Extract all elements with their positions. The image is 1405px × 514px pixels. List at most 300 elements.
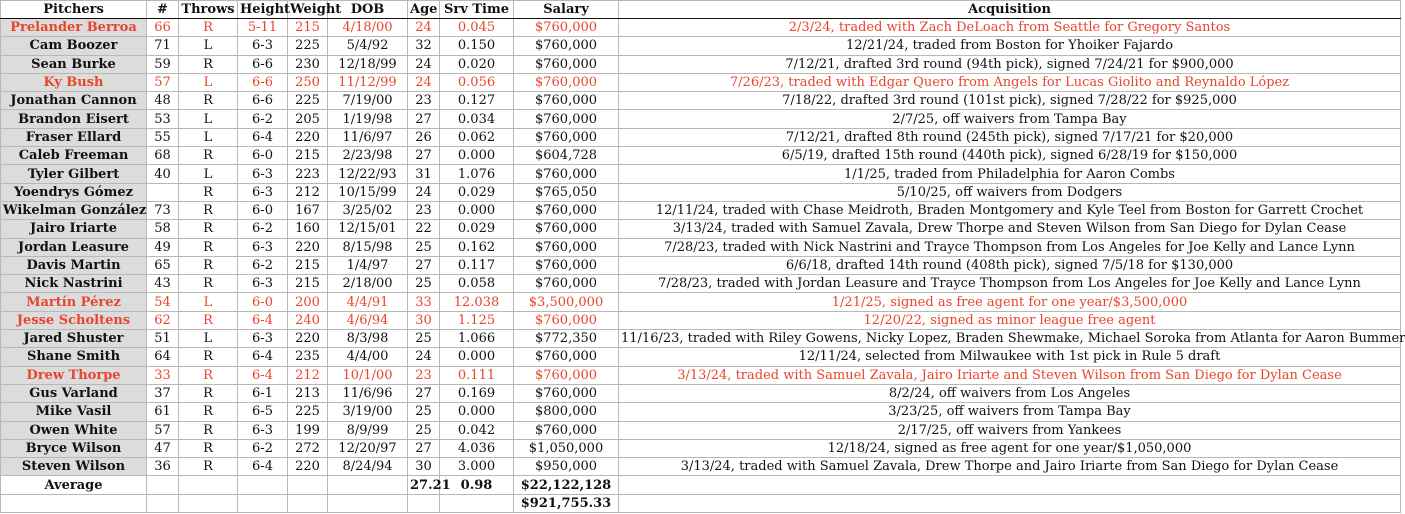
weight: 167 — [288, 201, 328, 219]
table-row — [1, 458, 1401, 476]
weight: 215 — [288, 19, 328, 37]
average-cell — [288, 476, 328, 494]
height: 6-2 — [238, 110, 288, 128]
height: 6-4 — [238, 311, 288, 329]
age: 24 — [408, 183, 440, 201]
age: 23 — [408, 92, 440, 110]
jersey-number — [147, 183, 179, 201]
throws: R — [179, 92, 238, 110]
jersey-number: 57 — [147, 421, 179, 439]
table-row — [1, 348, 1401, 366]
header-weight: Weight — [288, 1, 328, 19]
dob: 4/18/00 — [328, 19, 408, 37]
weight: 199 — [288, 421, 328, 439]
acquisition: 7/26/23, traded with Edgar Quero from Angels for Lucas Giolito and Reynaldo López — [619, 73, 1401, 91]
salary: $760,000 — [514, 348, 619, 366]
empty-cell — [328, 494, 408, 512]
jersey-number: 73 — [147, 201, 179, 219]
srv-time: 0.000 — [440, 403, 514, 421]
weight: 212 — [288, 183, 328, 201]
dob: 11/12/99 — [328, 73, 408, 91]
dob: 7/19/00 — [328, 92, 408, 110]
average-cell — [147, 476, 179, 494]
weight: 212 — [288, 366, 328, 384]
pitcher-name: Martín Pérez — [1, 293, 147, 311]
age: 23 — [408, 201, 440, 219]
weight: 200 — [288, 293, 328, 311]
srv-time: 0.000 — [440, 147, 514, 165]
acquisition: 12/11/24, selected from Milwaukee with 1st pick in Rule 5 draft — [619, 348, 1401, 366]
pitcher-name: Bryce Wilson — [1, 439, 147, 457]
empty-cell — [288, 494, 328, 512]
weight: 250 — [288, 73, 328, 91]
pitcher-name: Fraser Ellard — [1, 128, 147, 146]
salary: $800,000 — [514, 403, 619, 421]
acquisition: 7/12/21, drafted 3rd round (94th pick), signed 7/24/21 for $900,000 — [619, 55, 1401, 73]
throws: R — [179, 201, 238, 219]
age: 30 — [408, 311, 440, 329]
jersey-number: 62 — [147, 311, 179, 329]
salary: $760,000 — [514, 311, 619, 329]
weight: 220 — [288, 330, 328, 348]
age: 24 — [408, 19, 440, 37]
weight: 230 — [288, 55, 328, 73]
throws: L — [179, 73, 238, 91]
throws: R — [179, 275, 238, 293]
dob: 3/25/02 — [328, 201, 408, 219]
acquisition: 3/23/25, off waivers from Tampa Bay — [619, 403, 1401, 421]
height: 6-6 — [238, 92, 288, 110]
jersey-number: 66 — [147, 19, 179, 37]
table-row — [1, 330, 1401, 348]
weight: 272 — [288, 439, 328, 457]
weight: 225 — [288, 37, 328, 55]
acquisition: 6/5/19, drafted 15th round (440th pick), signed 6/28/19 for $150,000 — [619, 147, 1401, 165]
acquisition: 1/1/25, traded from Philadelphia for Aaron Combs — [619, 165, 1401, 183]
dob: 8/15/98 — [328, 238, 408, 256]
jersey-number: 57 — [147, 73, 179, 91]
throws: L — [179, 165, 238, 183]
weight: 213 — [288, 384, 328, 402]
salary: $3,500,000 — [514, 293, 619, 311]
average-cell — [328, 476, 408, 494]
dob: 4/4/00 — [328, 348, 408, 366]
dob: 11/6/97 — [328, 128, 408, 146]
throws: R — [179, 256, 238, 274]
salary: $760,000 — [514, 275, 619, 293]
pitcher-name: Wikelman González — [1, 201, 147, 219]
throws: R — [179, 147, 238, 165]
header-salary: Salary — [514, 1, 619, 19]
weight: 240 — [288, 311, 328, 329]
table-row — [1, 238, 1401, 256]
pitcher-name: Davis Martin — [1, 256, 147, 274]
pitcher-name: Jared Shuster — [1, 330, 147, 348]
throws: R — [179, 238, 238, 256]
header-srv-time: Srv Time — [440, 1, 514, 19]
age: 27 — [408, 147, 440, 165]
srv-time: 12.038 — [440, 293, 514, 311]
age: 32 — [408, 37, 440, 55]
pitcher-name: Jesse Scholtens — [1, 311, 147, 329]
jersey-number: 54 — [147, 293, 179, 311]
dob: 12/15/01 — [328, 220, 408, 238]
salary: $772,350 — [514, 330, 619, 348]
jersey-number: 33 — [147, 366, 179, 384]
throws: R — [179, 220, 238, 238]
average-srv-time: 0.98 — [440, 476, 514, 494]
acquisition: 7/28/23, traded with Nick Nastrini and Trayce Thompson from Los Angeles for Joe Kelly and Lance Lynn — [619, 238, 1401, 256]
header-pitchers: Pitchers — [1, 1, 147, 19]
pitcher-name: Drew Thorpe — [1, 366, 147, 384]
dob: 4/6/94 — [328, 311, 408, 329]
height: 5-11 — [238, 19, 288, 37]
weight: 235 — [288, 348, 328, 366]
age: 33 — [408, 293, 440, 311]
acquisition: 12/20/22, signed as minor league free agent — [619, 311, 1401, 329]
header-number: # — [147, 1, 179, 19]
pitcher-name: Steven Wilson — [1, 458, 147, 476]
srv-time: 1.076 — [440, 165, 514, 183]
throws: R — [179, 403, 238, 421]
throws: R — [179, 19, 238, 37]
height: 6-6 — [238, 73, 288, 91]
throws: R — [179, 384, 238, 402]
salary: $760,000 — [514, 201, 619, 219]
age: 30 — [408, 458, 440, 476]
empty-cell — [440, 494, 514, 512]
pitcher-name: Brandon Eisert — [1, 110, 147, 128]
table-row — [1, 403, 1401, 421]
height: 6-4 — [238, 366, 288, 384]
pitcher-name: Owen White — [1, 421, 147, 439]
summary-body — [1, 476, 1401, 513]
acquisition: 7/12/21, drafted 8th round (245th pick), signed 7/17/21 for $20,000 — [619, 128, 1401, 146]
weight: 215 — [288, 275, 328, 293]
dob: 1/19/98 — [328, 110, 408, 128]
header-height: Height — [238, 1, 288, 19]
salary: $760,000 — [514, 128, 619, 146]
acquisition: 3/13/24, traded with Samuel Zavala, Drew Thorpe and Jairo Iriarte from San Diego for Dylan Cease — [619, 458, 1401, 476]
acquisition: 7/28/23, traded with Jordan Leasure and Trayce Thompson from Los Angeles for Joe Kelly and Lance Lynn — [619, 275, 1401, 293]
srv-time: 0.111 — [440, 366, 514, 384]
srv-time: 0.127 — [440, 92, 514, 110]
table-row — [1, 275, 1401, 293]
srv-time: 0.029 — [440, 220, 514, 238]
empty-cell — [619, 494, 1401, 512]
salary: $760,000 — [514, 92, 619, 110]
salary: $760,000 — [514, 384, 619, 402]
salary: $760,000 — [514, 73, 619, 91]
table-row — [1, 147, 1401, 165]
throws: L — [179, 37, 238, 55]
dob: 10/1/00 — [328, 366, 408, 384]
height: 6-5 — [238, 403, 288, 421]
dob: 3/19/00 — [328, 403, 408, 421]
age: 27 — [408, 439, 440, 457]
acquisition: 1/21/25, signed as free agent for one year/$3,500,000 — [619, 293, 1401, 311]
acquisition: 8/2/24, off waivers from Los Angeles — [619, 384, 1401, 402]
height: 6-6 — [238, 55, 288, 73]
jersey-number: 49 — [147, 238, 179, 256]
header-dob: DOB — [328, 1, 408, 19]
jersey-number: 58 — [147, 220, 179, 238]
height: 6-2 — [238, 439, 288, 457]
height: 6-4 — [238, 128, 288, 146]
pitcher-name: Yoendrys Gómez — [1, 183, 147, 201]
table-row — [1, 55, 1401, 73]
srv-time: 0.020 — [440, 55, 514, 73]
table-row — [1, 128, 1401, 146]
acquisition: 5/10/25, off waivers from Dodgers — [619, 183, 1401, 201]
jersey-number: 65 — [147, 256, 179, 274]
dob: 10/15/99 — [328, 183, 408, 201]
dob: 2/18/00 — [328, 275, 408, 293]
srv-time: 0.056 — [440, 73, 514, 91]
pitcher-name: Caleb Freeman — [1, 147, 147, 165]
weight: 223 — [288, 165, 328, 183]
srv-time: 0.117 — [440, 256, 514, 274]
table-row — [1, 220, 1401, 238]
height: 6-0 — [238, 201, 288, 219]
srv-time: 1.125 — [440, 311, 514, 329]
age: 24 — [408, 348, 440, 366]
throws: R — [179, 348, 238, 366]
table-row — [1, 293, 1401, 311]
salary-average-row — [1, 494, 1401, 512]
height: 6-3 — [238, 421, 288, 439]
weight: 205 — [288, 110, 328, 128]
height: 6-0 — [238, 147, 288, 165]
age: 26 — [408, 128, 440, 146]
pitcher-name: Sean Burke — [1, 55, 147, 73]
header-row — [1, 1, 1401, 19]
average-cell — [619, 476, 1401, 494]
age: 27 — [408, 110, 440, 128]
empty-cell — [147, 494, 179, 512]
pitcher-name: Cam Boozer — [1, 37, 147, 55]
table-row — [1, 311, 1401, 329]
table-row — [1, 37, 1401, 55]
jersey-number: 71 — [147, 37, 179, 55]
table-row — [1, 439, 1401, 457]
weight: 220 — [288, 128, 328, 146]
age: 25 — [408, 330, 440, 348]
average-label: Average — [1, 476, 147, 494]
srv-time: 0.062 — [440, 128, 514, 146]
age: 22 — [408, 220, 440, 238]
age: 25 — [408, 275, 440, 293]
dob: 11/6/96 — [328, 384, 408, 402]
height: 6-2 — [238, 220, 288, 238]
weight: 220 — [288, 458, 328, 476]
srv-time: 0.042 — [440, 421, 514, 439]
header-acquisition: Acquisition — [619, 1, 1401, 19]
table-row — [1, 183, 1401, 201]
table-row — [1, 366, 1401, 384]
height: 6-3 — [238, 275, 288, 293]
srv-time: 0.045 — [440, 19, 514, 37]
dob: 8/24/94 — [328, 458, 408, 476]
dob: 8/9/99 — [328, 421, 408, 439]
table-row — [1, 73, 1401, 91]
jersey-number: 43 — [147, 275, 179, 293]
srv-time: 0.169 — [440, 384, 514, 402]
header-age: Age — [408, 1, 440, 19]
srv-time: 0.058 — [440, 275, 514, 293]
pitcher-name: Tyler Gilbert — [1, 165, 147, 183]
srv-time: 0.029 — [440, 183, 514, 201]
throws: L — [179, 110, 238, 128]
weight: 220 — [288, 238, 328, 256]
jersey-number: 40 — [147, 165, 179, 183]
height: 6-3 — [238, 37, 288, 55]
pitcher-name: Mike Vasil — [1, 403, 147, 421]
table-row — [1, 384, 1401, 402]
roster-body — [1, 19, 1405, 476]
empty-cell — [1, 494, 147, 512]
srv-time: 0.162 — [440, 238, 514, 256]
acquisition: 12/18/24, signed as free agent for one year/$1,050,000 — [619, 439, 1401, 457]
salary-average: $921,755.33 — [514, 494, 619, 512]
table-row — [1, 165, 1401, 183]
table-row — [1, 110, 1401, 128]
age: 23 — [408, 366, 440, 384]
height: 6-4 — [238, 348, 288, 366]
throws: R — [179, 439, 238, 457]
jersey-number: 51 — [147, 330, 179, 348]
pitcher-name: Nick Nastrini — [1, 275, 147, 293]
throws: R — [179, 183, 238, 201]
age: 27 — [408, 256, 440, 274]
acquisition: 12/11/24, traded with Chase Meidroth, Braden Montgomery and Kyle Teel from Boston for Garrett Crochet — [619, 201, 1401, 219]
srv-time: 0.150 — [440, 37, 514, 55]
jersey-number: 36 — [147, 458, 179, 476]
srv-time: 4.036 — [440, 439, 514, 457]
dob: 2/23/98 — [328, 147, 408, 165]
acquisition: 2/3/24, traded with Zach DeLoach from Seattle for Gregory Santos — [619, 19, 1401, 37]
acquisition: 7/18/22, drafted 3rd round (101st pick), signed 7/28/22 for $925,000 — [619, 92, 1401, 110]
dob: 8/3/98 — [328, 330, 408, 348]
age: 25 — [408, 403, 440, 421]
dob: 5/4/92 — [328, 37, 408, 55]
throws: R — [179, 366, 238, 384]
weight: 225 — [288, 92, 328, 110]
height: 6-3 — [238, 330, 288, 348]
pitcher-name: Ky Bush — [1, 73, 147, 91]
age: 24 — [408, 73, 440, 91]
acquisition: 2/17/25, off waivers from Yankees — [619, 421, 1401, 439]
jersey-number: 61 — [147, 403, 179, 421]
jersey-number: 48 — [147, 92, 179, 110]
weight: 225 — [288, 403, 328, 421]
age: 27 — [408, 384, 440, 402]
age: 31 — [408, 165, 440, 183]
height: 6-1 — [238, 384, 288, 402]
acquisition: 11/16/23, traded with Riley Gowens, Nicky Lopez, Braden Shewmake, Michael Soroka from Atlanta for Aaron Bummer — [619, 330, 1401, 348]
throws: R — [179, 458, 238, 476]
jersey-number: 53 — [147, 110, 179, 128]
jersey-number: 64 — [147, 348, 179, 366]
throws: R — [179, 55, 238, 73]
height: 6-3 — [238, 165, 288, 183]
jersey-number: 59 — [147, 55, 179, 73]
salary: $950,000 — [514, 458, 619, 476]
dob: 1/4/97 — [328, 256, 408, 274]
srv-time: 0.000 — [440, 348, 514, 366]
dob: 12/18/99 — [328, 55, 408, 73]
salary: $760,000 — [514, 165, 619, 183]
empty-cell — [238, 494, 288, 512]
salary: $604,728 — [514, 147, 619, 165]
height: 6-2 — [238, 256, 288, 274]
age: 25 — [408, 238, 440, 256]
weight: 215 — [288, 256, 328, 274]
empty-cell — [179, 494, 238, 512]
salary: $760,000 — [514, 238, 619, 256]
jersey-number: 47 — [147, 439, 179, 457]
salary: $765,050 — [514, 183, 619, 201]
salary: $1,050,000 — [514, 439, 619, 457]
salary: $760,000 — [514, 421, 619, 439]
salary: $760,000 — [514, 366, 619, 384]
height: 6-3 — [238, 238, 288, 256]
age: 24 — [408, 55, 440, 73]
dob: 4/4/91 — [328, 293, 408, 311]
acquisition: 2/7/25, off waivers from Tampa Bay — [619, 110, 1401, 128]
salary: $760,000 — [514, 220, 619, 238]
jersey-number: 37 — [147, 384, 179, 402]
table-row — [1, 256, 1401, 274]
salary: $760,000 — [514, 19, 619, 37]
acquisition: 3/13/24, traded with Samuel Zavala, Jairo Iriarte and Steven Wilson from San Diego for Dylan Cease — [619, 366, 1401, 384]
salary: $760,000 — [514, 55, 619, 73]
acquisition: 6/6/18, drafted 14th round (408th pick), signed 7/5/18 for $130,000 — [619, 256, 1401, 274]
pitcher-name: Shane Smith — [1, 348, 147, 366]
salary-total: $22,122,128 — [514, 476, 619, 494]
table-row — [1, 201, 1401, 219]
srv-time: 1.066 — [440, 330, 514, 348]
salary: $760,000 — [514, 110, 619, 128]
acquisition: 12/21/24, traded from Boston for Yhoiker Fajardo — [619, 37, 1401, 55]
average-cell — [179, 476, 238, 494]
pitcher-name: Jairo Iriarte — [1, 220, 147, 238]
throws: L — [179, 128, 238, 146]
throws: R — [179, 311, 238, 329]
average-cell — [238, 476, 288, 494]
jersey-number: 68 — [147, 147, 179, 165]
height: 6-3 — [238, 183, 288, 201]
salary: $760,000 — [514, 256, 619, 274]
dob: 12/22/93 — [328, 165, 408, 183]
weight: 160 — [288, 220, 328, 238]
throws: L — [179, 293, 238, 311]
acquisition: 3/13/24, traded with Samuel Zavala, Drew Thorpe and Steven Wilson from San Diego for Dylan Cease — [619, 220, 1401, 238]
header-throws: Throws — [179, 1, 238, 19]
salary: $760,000 — [514, 37, 619, 55]
throws: R — [179, 421, 238, 439]
age: 25 — [408, 421, 440, 439]
pitcher-name: Gus Varland — [1, 384, 147, 402]
throws: L — [179, 330, 238, 348]
table-row — [1, 92, 1401, 110]
table-row — [1, 421, 1401, 439]
jersey-number: 55 — [147, 128, 179, 146]
average-row — [1, 476, 1401, 494]
table-row — [1, 19, 1401, 37]
average-age: 27.21 — [408, 476, 440, 494]
srv-time: 0.034 — [440, 110, 514, 128]
